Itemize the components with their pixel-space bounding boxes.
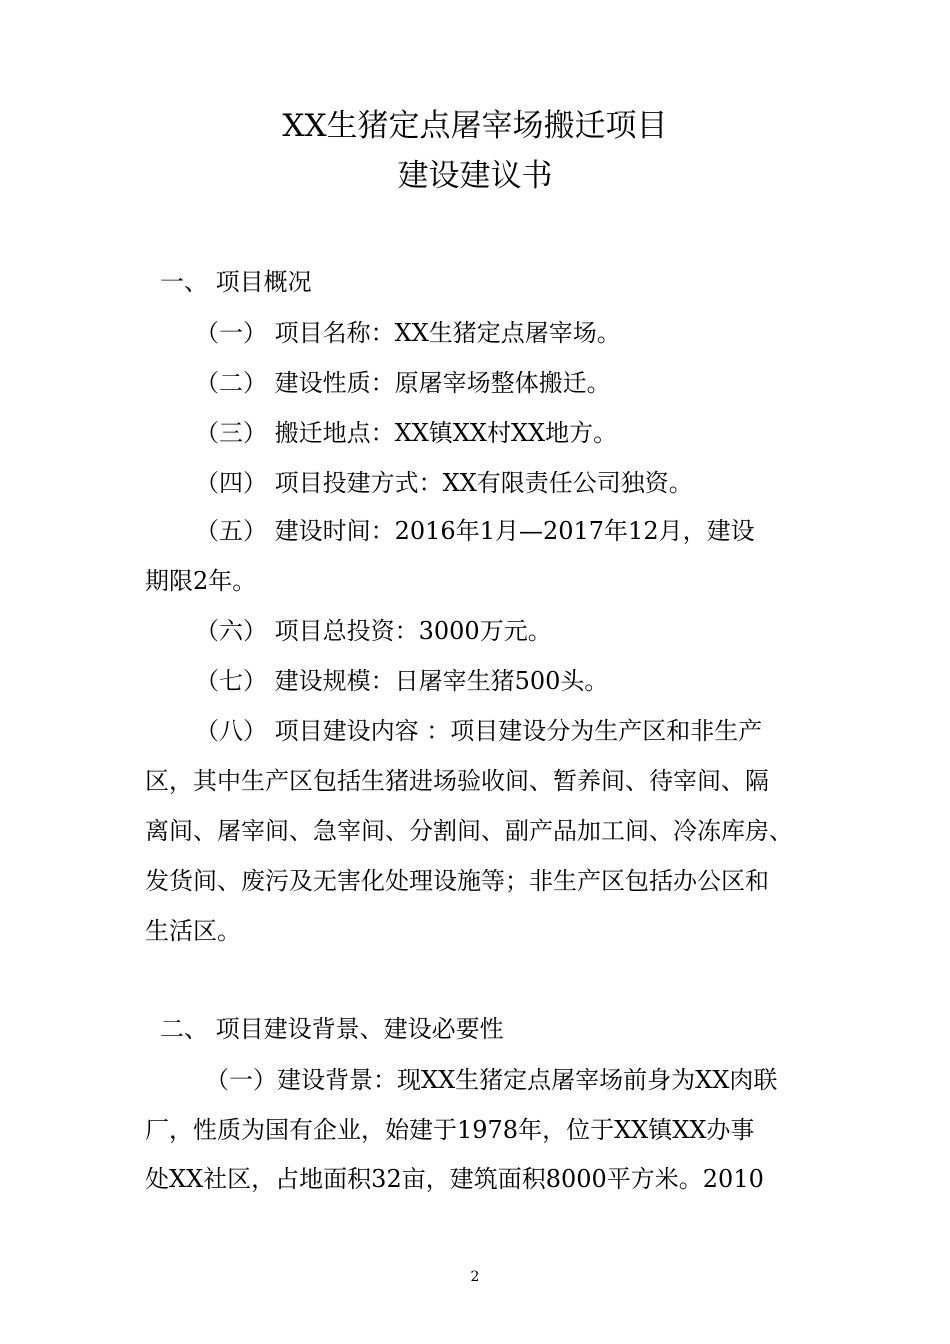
section1-item-8-cont4: 生活区。 — [145, 917, 241, 945]
section1-item-8-cont1: 区，其中生产区包括生猪进场验收间、暂养间、待宰间、隔 — [145, 767, 769, 795]
section1-item-5: （五） 建设时间：2016年1月—2017年12月，建设 — [195, 517, 755, 545]
page-number: 2 — [470, 1269, 480, 1285]
document-title-line1: XX生猪定点屠宰场搬迁项目 — [282, 108, 668, 144]
section2-paragraph-line3: 处XX社区，占地面积32亩，建筑面积8000平方米。2010 — [145, 1165, 764, 1193]
section1-item-8: （八） 项目建设内容 ：项目建设分为生产区和非生产 — [195, 717, 763, 745]
section1-item-6: （六） 项目总投资：3000万元。 — [195, 617, 552, 645]
section1-item-8-cont3: 发货间、废污及无害化处理设施等；非生产区包括办公区和 — [145, 867, 769, 895]
section1-item-5-cont: 期限2年。 — [145, 567, 257, 595]
section1-item-4: （四） 项目投建方式：XX有限责任公司独资。 — [195, 469, 693, 497]
document-title-line2: 建设建议书 — [397, 158, 553, 194]
section2-paragraph-line2: 厂，性质为国有企业，始建于1978年，位于XX镇XX办事 — [145, 1116, 755, 1144]
section1-item-2: （二） 建设性质：原屠宰场整体搬迁。 — [195, 369, 611, 397]
section1-item-1: （一） 项目名称：XX生猪定点屠宰场。 — [195, 319, 621, 347]
section2-paragraph-line1: （一）建设背景：现XX生猪定点屠宰场前身为XX肉联 — [205, 1066, 778, 1094]
section1-item-7: （七） 建设规模：日屠宰生猪500头。 — [195, 667, 609, 695]
section1-item-3: （三） 搬迁地点：XX镇XX村XX地方。 — [195, 419, 618, 447]
section1-item-8-cont2: 离间、屠宰间、急宰间、分割间、副产品加工间、冷冻库房、 — [145, 817, 793, 845]
section1-heading: 一、 项目概况 — [160, 268, 312, 296]
section2-heading: 二、 项目建设背景、建设必要性 — [160, 1015, 504, 1043]
